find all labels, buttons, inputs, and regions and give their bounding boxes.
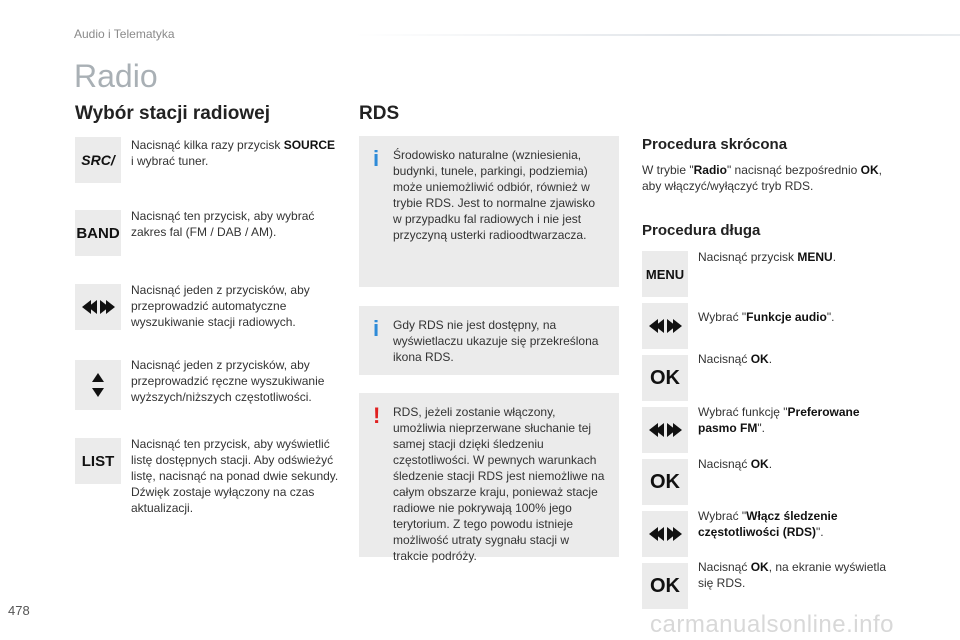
seek-arrows-icon [642,511,688,557]
info-icon: i [373,316,380,341]
section-header: Audio i Telematyka [74,27,175,41]
info-icon: i [373,146,380,171]
band-button-icon: BAND [75,210,121,256]
seek-arrows-icon [75,284,121,330]
step-list-text: Nacisnąć ten przycisk, aby wyświetlić listę dostępnych stacji. Aby odświeżyć listę, nacisnąć na ponad dwie sekundy. Dźwięk zostaje wyłączony na czas aktualizacji. [131,437,339,515]
ok-button-icon: OK [642,563,688,609]
header-divider [355,34,960,36]
station-selection-heading: Wybór stacji radiowej [75,103,270,124]
ok-button-icon: OK [642,459,688,505]
info-note: i Gdy RDS nie jest dostępny, na wyświetlaczu ukazuje się przekreślona ikona RDS. [359,306,619,375]
long-step-2-text: Wybrać "Funkcje audio". [698,310,835,324]
menu-button-icon: MENU [642,251,688,297]
step-auto-search-text: Nacisnąć jeden z przycisków, aby przeprowadzić automatyczne wyszukiwanie stacji radiowych. [131,283,310,329]
page-title: Radio [74,58,158,94]
warning-note: ! RDS, jeżeli zostanie włączony, umożliwia nieprzerwane słuchanie tej samej stacji dzięki śledzeniu częstotliwości. W pewnych warunkach śledzenie stacji RDS jest niemożliwe na całym obszarze kraju, ponieważ stacje radiowe nie pokrywają 100% jego terytorium. Z tego powodu istnieje możliwość utraty sygnału stacji w trakcie podróży. [359,393,619,557]
long-step-7-text: Nacisnąć OK, na ekranie wyświetla się RDS. [698,560,887,590]
long-procedure-heading: Procedura długa [642,222,761,239]
step-manual-search-text: Nacisnąć jeden z przycisków, aby przeprowadzić ręczne wyszukiwanie wyższych/niższych częstotliwości. [131,358,325,404]
seek-arrows-icon [642,407,688,453]
rds-heading: RDS [359,103,400,124]
long-step-3-text: Nacisnąć OK. [698,352,773,366]
long-step-6-text: Wybrać "Włącz śledzenie częstotliwości (RDS)". [698,509,838,539]
up-down-arrows-icon [75,360,121,410]
src-button-icon: SRC/ [75,137,121,183]
list-button-icon: LIST [75,438,121,484]
long-step-4-text: Wybrać funkcję "Preferowane pasmo FM". [698,405,860,435]
short-procedure-text: W trybie "Radio" nacisnąć bezpośrednio OK, aby włączyć/wyłączyć tryb RDS. [642,163,882,193]
warning-icon: ! [373,403,381,428]
long-step-5-text: Nacisnąć OK. [698,457,773,471]
short-procedure-heading: Procedura skrócona [642,136,788,153]
seek-arrows-icon [642,303,688,349]
info-note: i Środowisko naturalne (wzniesienia, budynki, tunele, parkingi, podziemia) może uniemożliwić odbiór, również w trybie RDS. Jest to normalne zjawisko w przypadku fal radiowych i nie jest przyczyną usterki radioodtwarzacza. [359,136,619,287]
watermark: carmanualsonline.info [650,611,894,638]
page-number: 478 [8,603,30,618]
ok-button-icon: OK [642,355,688,401]
long-step-1-text: Nacisnąć przycisk MENU. [698,250,837,264]
step-source-text: Nacisnąć kilka razy przycisk SOURCE i wybrać tuner. [131,138,336,168]
step-band-text: Nacisnąć ten przycisk, aby wybrać zakres fal (FM / DAB / AM). [131,209,315,239]
